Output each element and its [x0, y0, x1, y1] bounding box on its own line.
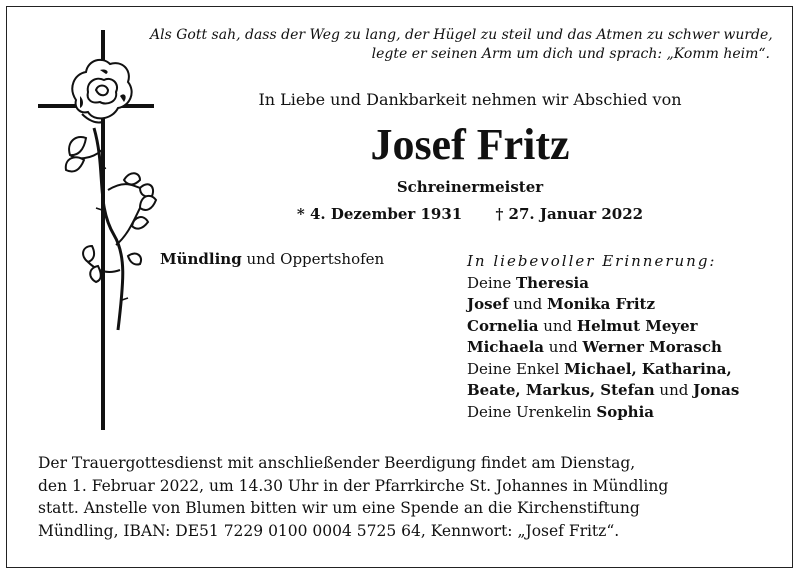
mourner-line	[467, 380, 739, 402]
hometown-primary: Mündling	[160, 250, 242, 268]
profession: Schreinermeister	[396, 178, 544, 196]
mourner-line	[467, 294, 739, 316]
mourner-line	[467, 316, 739, 338]
service-line-4: Mündling, IBAN: DE51 7229 0100 0004 5725 64, Kennwort: „Josef Fritz“.	[38, 521, 620, 540]
mourner-name: Cornelia	[467, 316, 539, 335]
quote-line-1: Als Gott sah, dass der Weg zu lang, der Hügel zu steil und das Atmen zu schwer wurde,	[150, 27, 773, 43]
mourner-relation: Deine Enkel	[467, 359, 565, 378]
mourner-name: Helmut Meyer	[576, 316, 698, 335]
mourners-heading: In liebevoller Erinnerung:	[467, 252, 717, 270]
mourner-line	[467, 359, 739, 381]
death-date: † 27. Januar 2022	[495, 205, 644, 223]
mourner-connector: und	[508, 295, 548, 313]
birth-date: * 4. Dezember 1931	[296, 205, 463, 223]
mourner-connector: und	[654, 381, 694, 399]
hometown	[160, 250, 384, 268]
mourner-relation: Deine Urenkelin	[467, 402, 597, 421]
cross-with-rose-icon	[36, 30, 160, 430]
mourner-relation: Deine	[467, 273, 517, 292]
mourner-name: Jonas	[693, 381, 740, 399]
life-dates	[160, 205, 780, 223]
service-line-1: Der Trauergottesdienst mit anschließender Beerdigung findet am Dienstag,	[38, 454, 636, 472]
mourner-name: Monika Fritz	[547, 295, 655, 313]
mourner-name: Beate, Markus, Stefan	[467, 381, 655, 399]
mourner-line	[467, 273, 739, 295]
mourner-name: Josef	[467, 295, 509, 313]
deceased-name: Josef Fritz	[370, 120, 570, 169]
mourner-connector: und	[544, 338, 583, 356]
farewell-intro: In Liebe und Dankbarkeit nehmen wir Abschied von	[258, 90, 682, 109]
mourner-name: Werner Morasch	[582, 338, 722, 356]
mourners-list	[467, 251, 739, 423]
mourner-line	[467, 337, 739, 359]
mourner-line	[467, 402, 739, 424]
mourner-name: Michael, Katharina,	[564, 359, 732, 378]
service-line-2: den 1. Februar 2022, um 14.30 Uhr in der Pfarrkirche St. Johannes in Mündling	[38, 476, 669, 495]
mourner-name: Sophia	[596, 402, 655, 421]
memorial-quote	[150, 26, 773, 64]
quote-line-2: legte er seinen Arm um dich und sprach: „Komm heim“.	[371, 46, 770, 62]
mourner-name: Michaela	[467, 338, 545, 356]
hometown-secondary: und Oppertshofen	[241, 250, 385, 268]
mourner-connector: und	[538, 316, 577, 335]
mourner-name: Theresia	[516, 273, 589, 292]
funeral-service-notice	[38, 452, 668, 542]
service-line-3: statt. Anstelle von Blumen bitten wir um eine Spende an die Kirchenstiftung	[38, 499, 640, 517]
